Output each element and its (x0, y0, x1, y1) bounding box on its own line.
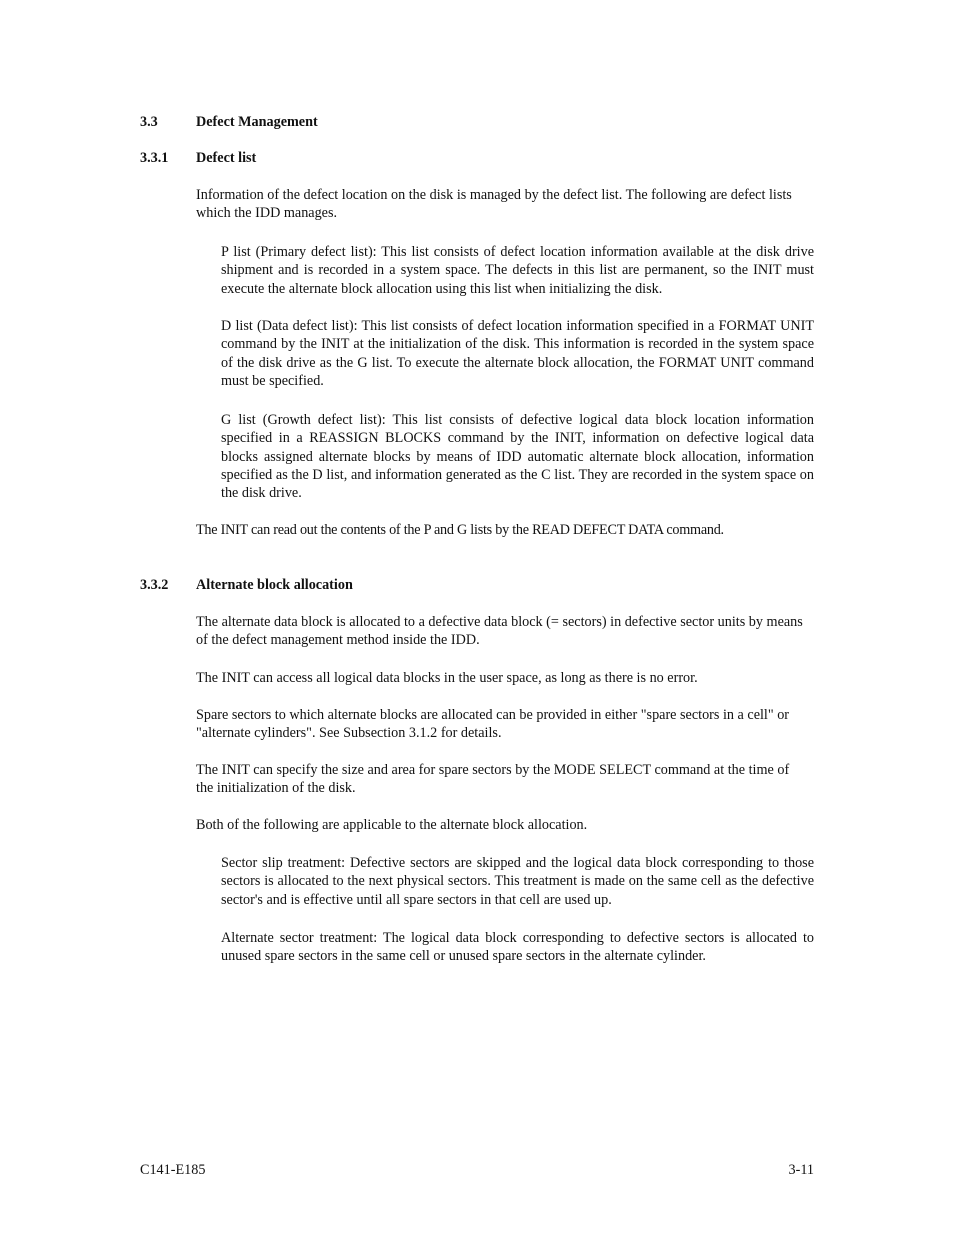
sector-slip-item: Sector slip treatment: Defective sectors are skipped and the logical data block corresponding to those sectors is allocated to the next physical sectors. This treatment is made on the same cell as the defective sector's and is effective until all spare sectors in that cell are used up. (221, 855, 814, 908)
p-list-item: P list (Primary defect list): This list consists of defect location information available at the disk drive shipment and is recorded in a system space. The defects in this list are permanent, so the INIT must execute the alternate block allocation using this list when initializing the disk. (221, 244, 814, 297)
alternate-block-paragraph: The INIT can specify the size and area for spare sectors by the MODE SELECT command at the time of the initialization of the disk. (196, 762, 790, 797)
alternate-block-paragraph: The alternate data block is allocated to a defective data block (= sectors) in defective sector units by means of the defect management method inside the IDD. (196, 614, 803, 649)
alternate-block-paragraph: The INIT can access all logical data blocks in the user space, as long as there is no error. (196, 670, 698, 686)
alternate-block-paragraph: Spare sectors to which alternate blocks are allocated can be provided in either "spare sectors in a cell" or "alternate cylinders". See Subsection 3.1.2 for details. (196, 707, 790, 742)
subsection-number: 3.3.2 (140, 577, 169, 593)
defect-list-closing: The INIT can read out the contents of the P and G lists by the READ DEFECT DATA command. (196, 522, 724, 538)
defect-list-intro: Information of the defect location on the disk is managed by the defect list. The following are defect lists which the IDD manages. (196, 187, 792, 222)
g-list-item: G list (Growth defect list): This list consists of defective logical data block location information specified in a REASSIGN BLOCKS command by the INIT, information on defective logical data blocks assigned alternate blocks by means of IDD automatic alternate block allocation, information specified as the D list, and information generated as the C list. They are recorded in the system space on the disk drive. (221, 412, 814, 502)
alternate-block-paragraph: Both of the following are applicable to the alternate block allocation. (196, 817, 588, 833)
footer-doc-id: C141-E185 (140, 1162, 206, 1178)
alternate-sector-item: Alternate sector treatment: The logical data block corresponding to defective sectors is allocated to unused spare sectors in the same cell or unused spare sectors in the alternate cylinder. (221, 930, 814, 965)
subsection-number: 3.3.1 (140, 150, 169, 166)
subsection-title: Alternate block allocation (196, 577, 353, 593)
subsection-title: Defect list (196, 150, 257, 166)
section-number: 3.3 (140, 114, 158, 130)
footer-page-number: 3-11 (788, 1162, 814, 1178)
d-list-item: D list (Data defect list): This list consists of defect location information specified in a FORMAT UNIT command by the INIT at the initialization of the disk. This information is recorded in the system space of the disk drive as the G list. To execute the alternate block allocation, the FORMAT UNIT command must be specified. (221, 318, 814, 389)
section-title: Defect Management (196, 114, 318, 130)
